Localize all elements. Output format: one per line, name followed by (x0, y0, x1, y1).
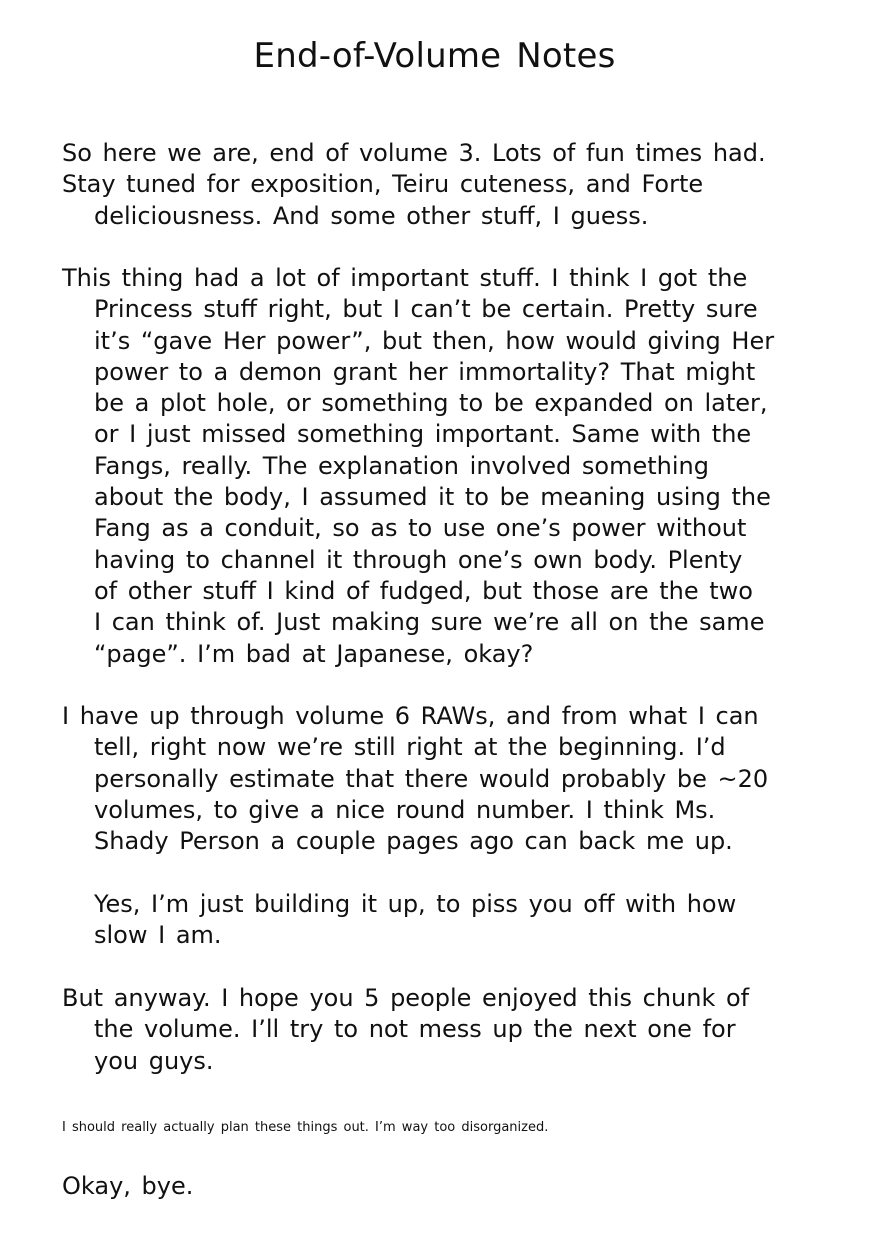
paragraph-volume-estimate (62, 701, 802, 857)
text-line: of other stuff I kind of fudged, but those are the two (94, 576, 753, 605)
text-line: Stay tuned for exposition, Teiru cuteness, and Forte (62, 170, 704, 199)
text-line: tell, right now we’re still right at the beginning. I’d (94, 733, 726, 762)
paragraph-intro (62, 138, 802, 232)
page-title: End-of-Volume Notes (253, 36, 616, 76)
text-line: This thing had a lot of important stuff. I think I got the (62, 264, 748, 292)
text-line: you guys. (94, 1046, 214, 1075)
paragraph-aside (62, 889, 802, 952)
text-line: Yes, I’m just building it up, to piss you off with how (94, 890, 737, 918)
text-line: I can think of. Just making sure we’re all on the same (94, 608, 765, 637)
text-line: about the body, I assumed it to be meaning using the (94, 483, 771, 512)
text-line: power to a demon grant her immortality? That might (94, 357, 756, 386)
text-line: or I just missed something important. Same with the (94, 420, 752, 449)
text-line: Princess stuff right, but I can’t be certain. Pretty sure (94, 295, 758, 324)
text-line: I have up through volume 6 RAWs, and from what I can (62, 702, 759, 730)
text-line: So here we are, end of volume 3. Lots of fun times had. (62, 139, 766, 167)
text-line: it’s “gave Her power”, but then, how would giving Her (94, 326, 775, 355)
text-line: be a plot hole, or something to be expanded on later, (94, 389, 768, 418)
text-line: volumes, to give a nice round number. I think Ms. (94, 795, 716, 824)
closing-line: Okay, bye. (62, 1172, 194, 1200)
text-line: personally estimate that there would probably be ~20 (94, 764, 769, 793)
text-line: having to channel it through one’s own body. Plenty (94, 545, 743, 574)
text-line: deliciousness. And some other stuff, I guess. (94, 201, 649, 230)
text-line: the volume. I’ll try to not mess up the next one for (94, 1015, 736, 1044)
text-line: slow I am. (94, 921, 222, 950)
text-line: “page”. I’m bad at Japanese, okay? (94, 639, 534, 668)
text-line: But anyway. I hope you 5 people enjoyed this chunk of (62, 984, 750, 1012)
footnote: I should really actually plan these things out. I’m way too disorganized. (62, 1120, 549, 1135)
text-line: Fang as a conduit, so as to use one’s power without (94, 514, 747, 543)
paragraph-closing-thanks (62, 983, 802, 1077)
text-line: Fangs, really. The explanation involved something (94, 451, 709, 480)
text-line: Shady Person a couple pages ago can back me up. (94, 827, 733, 856)
paragraph-translation-notes (62, 263, 802, 670)
